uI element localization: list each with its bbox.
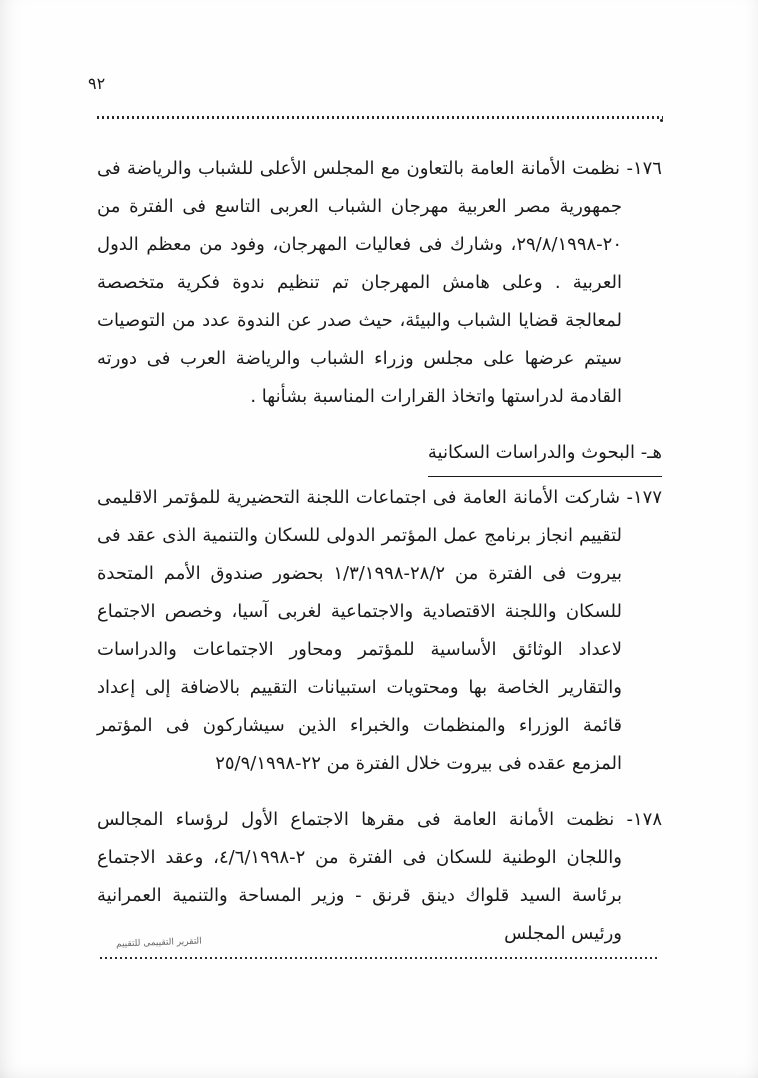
page-number: ٩٢: [88, 74, 106, 93]
top-divider: [97, 116, 663, 119]
paragraph-177-text: شاركت الأمانة العامة فى اجتماعات اللجنة التحضيرية للمؤتمر الاقليمى لتقييم انجاز برنامج عمل المؤتمر الدولى للسكان والتنمية الذى عقد فى بيروت فى الفترة من ٢٨/٢-١/٣/١٩٩٨ بحضور صندوق الأمم المتحدة للسكان واللجنة الاقتصادية والاجتماعية لغربى آسيا، وخصص الاجتماع لاعداد الوثائق الأساسية للمؤتمر ومحاور الاجتماعات والدراسات والتقارير الخاصة بها ومحتويات استبيانات التقييم بالاضافة إلى إعداد قائمة الوزراء والمنظمات والخبراء الذين سيشاركون فى المؤتمر المزمع عقده فى بيروت خلال الفترة من ٢٢-٢٥/٩/١٩٩٨: [97, 487, 622, 774]
paragraph-178-text: نظمت الأمانة العامة فى مقرها الاجتماع الأول لرؤساء المجالس واللجان الوطنية للسكان فى الفترة من ٢-٤/٦/١٩٩٨، وعقد الاجتماع برئاسة السيد قلواك دينق قرنق - وزير المساحة والتنمية العمرانية ورئيس المجلس: [97, 809, 622, 944]
scan-speck: [660, 119, 663, 122]
footer-stamp: التقرير التقييمى للتقييم: [115, 936, 202, 950]
section-heading: [97, 434, 662, 477]
paragraph-176-text: نظمت الأمانة العامة بالتعاون مع المجلس الأعلى للشباب والرياضة فى جمهورية مصر العربية مهرجان الشباب العربى التاسع فى الفترة من ٢٠-٢٩/٨/١٩٩٨، وشارك فى فعاليات المهرجان، وفود من معظم الدول العربية . وعلى هامش المهرجان تم تنظيم ندوة فكرية متخصصة لمعالجة قضايا الشباب والبيئة، حيث صدر عن الندوة عدد من التوصيات سيتم عرضها على مجلس وزراء الشباب والرياضة العرب فى دورته القادمة لدراستها واتخاذ القرارات المناسبة بشأنها .: [97, 158, 622, 407]
bottom-divider: [100, 957, 660, 959]
paragraph-177: [97, 479, 662, 783]
paragraph-176: [97, 150, 662, 416]
section-heading-text: هـ- البحوث والدراسات السكانية: [428, 434, 662, 477]
paragraph-178: [97, 801, 662, 953]
page-content: [97, 150, 662, 953]
paragraph-177-number: ١٧٧-: [626, 487, 662, 508]
paragraph-178-number: ١٧٨-: [626, 809, 662, 830]
paragraph-176-number: ١٧٦-: [626, 158, 662, 179]
